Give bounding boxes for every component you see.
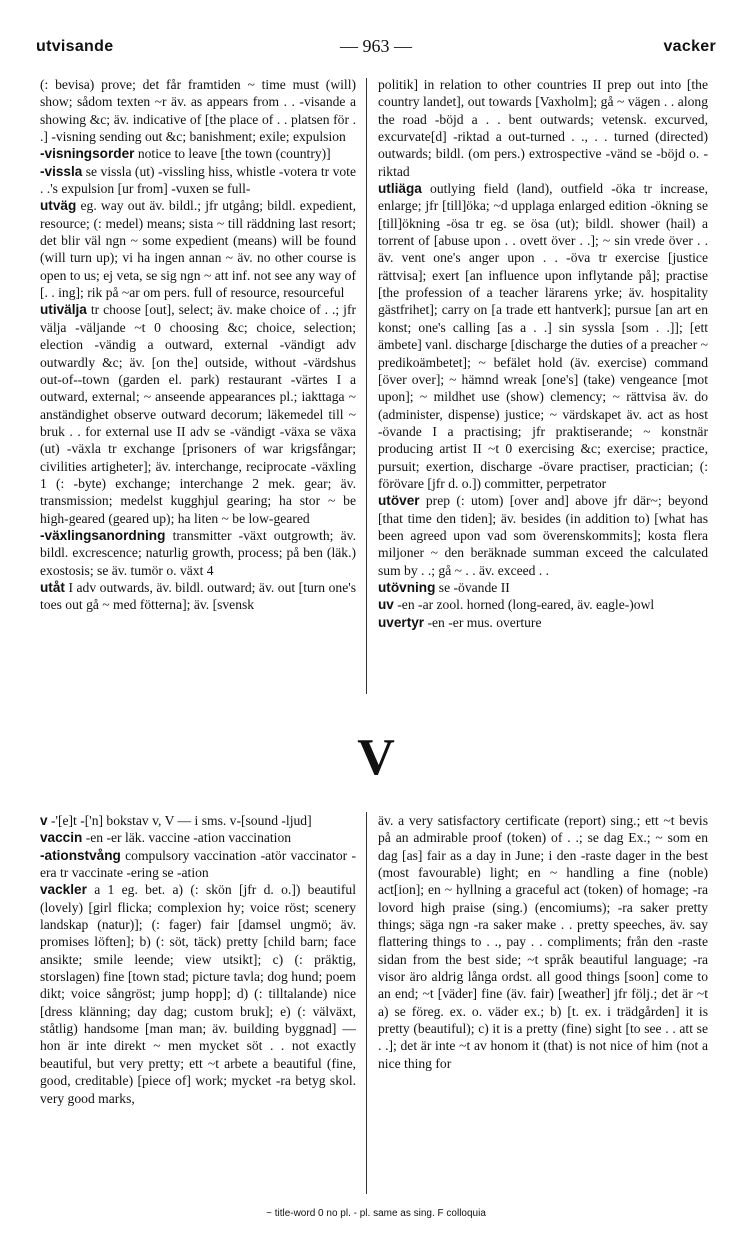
entry-headword: utväg bbox=[40, 198, 77, 214]
dictionary-entry bbox=[40, 301, 356, 526]
entry-headword: uv bbox=[378, 597, 394, 613]
entry-text: -en -er läk. vaccine -ation vaccination bbox=[85, 830, 292, 846]
dictionary-entry bbox=[40, 145, 356, 162]
dictionary-entry bbox=[40, 163, 356, 198]
dictionary-entry bbox=[40, 812, 356, 829]
entry-text: tr choose [out], select; äv. make choice of . .; jfr välja -väljande ~t 0 choosing &c; choice, selection; election -vändig a outward, external -vändigt adv outwardly &c; äv. [on the] outside, without -värdshus out-of--town (garden el. park) restaurant -värtes I a outward, external; ~ anseende appearances pl.; iakttaga ~ anständighet observe outward decorum; läkemedel till ~ bruk . . for external use II adv se -vändigt -växa se växa (ut) -växla tr exchange [prisoners of war krigsfångar; civilities artigheter]; äv. interchange, reciprocate -växling 1 (: -byte) exchange; interchange 2 mek. gear; äv. transmission; medelst kugghjul gearing; ha stor ~ be high-geared (geared up); ha liten ~ be low-geared bbox=[40, 302, 356, 526]
entry-headword: -ationstvång bbox=[40, 847, 121, 863]
entry-headword: utliäga bbox=[378, 181, 422, 197]
dictionary-entry bbox=[378, 614, 708, 631]
entry-headword: utöver bbox=[378, 493, 420, 509]
entry-headword: vackler bbox=[40, 882, 87, 898]
dictionary-entry bbox=[40, 76, 356, 145]
column-left-top bbox=[40, 76, 356, 696]
dictionary-entry bbox=[378, 596, 708, 613]
section-letter-heading: V bbox=[357, 729, 395, 786]
column-right-bottom bbox=[378, 812, 708, 1198]
dictionary-entry bbox=[40, 197, 356, 301]
page-header bbox=[36, 34, 716, 62]
dictionary-entry bbox=[40, 579, 356, 614]
dictionary-entry bbox=[378, 180, 708, 492]
entry-text: -'[e]t -['n] bokstav v, V — i sms. v-[sound -ljud] bbox=[50, 813, 312, 828]
dictionary-entry bbox=[40, 527, 356, 579]
column-divider-bottom bbox=[366, 812, 367, 1194]
entry-text: se -övande II bbox=[438, 579, 510, 595]
dictionary-entry bbox=[378, 812, 708, 1072]
entry-headword: -visningsorder bbox=[40, 146, 135, 162]
entry-headword: -växlingsanordning bbox=[40, 527, 166, 543]
column-left-bottom bbox=[40, 812, 356, 1198]
column-right-top bbox=[378, 76, 708, 696]
dictionary-entry bbox=[40, 847, 356, 882]
entry-text: eg. way out äv. bildl.; jfr utgång; bildl. expedient, resource; (: medel) means; sista ~ till räddning last resort; det blir väl ngn ~ some expedient (means) will be found (will turn up); vi ha ingen annan ~ äv. no other course is open to us; ej veta, se sig ngn ~ att inf. not see any way of [. . ing]; rik på ~ar om pers. full of resource, resourceful bbox=[40, 198, 356, 301]
header-left-guide-word: utvisande bbox=[36, 38, 114, 55]
dictionary-entry bbox=[40, 829, 356, 846]
dictionary-entry bbox=[378, 76, 708, 180]
entry-text: se vissla (ut) -vissling hiss, whistle -votera tr vote . .'s expulsion [ur from] -vuxen se full- bbox=[40, 163, 356, 197]
entry-headword: utiväljа bbox=[40, 302, 87, 318]
entry-text: I adv outwards, äv. bildl. outward; äv. out [turn one's toes out gå ~ med fötterna]; äv. [svensk bbox=[40, 579, 356, 613]
entry-headword: uvertyr bbox=[378, 614, 425, 630]
column-divider-top bbox=[366, 78, 367, 694]
entry-headword: v bbox=[40, 813, 48, 828]
page-footer-legend: ~ title-word 0 no pl. - pl. same as sing. F colloquia bbox=[266, 1208, 486, 1219]
entry-text: politik] in relation to other countries II prep out into [the country landet], out towards [Vaxholm]; gå ~ vägen . . along the road -böjd a . . bent outwards; vetensk. excurved, excurvate[d] -riktad a out-turned . ., . . turned (directed) outwards; bildl. (om pers.) extrospective -vänd se -böjd o. -riktad bbox=[378, 77, 708, 179]
dictionary-entry bbox=[378, 579, 708, 596]
entry-headword: utövning bbox=[378, 579, 436, 595]
entry-text: notice to leave [the town (country)] bbox=[137, 146, 331, 162]
entry-text: transmitter -växt outgrowth; äv. bildl. excrescence; naturlig growth, process; på ben (läk.) exostosis; se äv. tumör o. växt 4 bbox=[40, 527, 356, 578]
entry-text: prep (: utom) [over and] above jfr där~; beyond [that time den tiden]; äv. besides (in addition to) [what has been agreed upon vad som överenskommits]; kosta flera miljoner ~ den beräknade summan exceed the calculated sum by . .; gå ~ . . äv. exceed . . bbox=[378, 493, 708, 578]
entry-text: outlying field (land), outfield -öka tr increase, enlarge; jfr [till]öka; ~d upplaga enlarged edition -ökning se [till]ökning -ösa tr eg. se ösa (ut); bildl. shower (hail) a torrent of [abuse upon . . ovett över . .]; ~ sin vrede över . . äv. vent one's anger upon . . -öva tr exercise [justice rättvisa]; exert [an influence upon inflytande på]; practise [the profession of a teacher lärarens yrke; äv. hospitality gästfrihet]; carry on [a trade ett hantverk]; pursue [an art en konst; one's calling [as a . .] sin syssla [som . .]]; [ett ämbete] vanl. discharge [discharge the duties of a preacher ~ predikoämbetet]; ~ befälet hold (äv. exercise) command [över over]; ~ hämnd wreak [one's] (take) vengeance [mot upon]; ~ mildhet use (show) clemency; ~ rättvisa äv. do (administer, dispense) justice; ~ värdskapet äv. act as host -övande I a practising; jfr praktiserande; ~ konstnär producing artist II ~t 0 exercising &c; exercise; practice, pursuit; exertion, discharge -övare practiser, practician; (: förövare [jfr d. o.]) committer, perpetrator bbox=[378, 181, 708, 491]
entry-text: -en -ar zool. horned (long-eared, äv. eagle-)owl bbox=[397, 597, 655, 613]
entry-headword: -vissla bbox=[40, 163, 83, 179]
dictionary-entry bbox=[378, 492, 708, 579]
page-number: — 963 — bbox=[340, 36, 412, 56]
entry-text: -en -er mus. overture bbox=[427, 614, 542, 630]
entry-text: äv. a very satisfactory certificate (report) sing.; ett ~t bevis på an admirable proof (token) of . .; se dag Ex.; ~ som en dag [as] fair as a day in June; i den -raste dager in the best (most favourable) light; en ~ handling a fine (noble) act[ion]; en ~ hyllning a graceful act (token) of homage; -ra lovord high praise (sing.) (encomiums); -ra saker pretty things; säga ngn -ra saker make . . pretty speeches, äv. say flattering things to . ., pay . . compliments; från den -raste sidan from the best side; ~t språk beautiful language; -ra visor äro aldrig långa ordst. all good things [soon] come to an end; ~t [väder] fine (äv. fair) [weather] jfr följ.; det är ~t a) se föreg. ex. o. väder ex.; b) [t. ex. i trädgården] it is pretty (beautiful); c) it is a pretty (fine) sight [to see . . att se . .]; det är inte ~t av honom it (that) is not nice of him (not a nice thing for bbox=[378, 813, 708, 1071]
entry-headword: utåt bbox=[40, 579, 65, 595]
header-right-guide-word: vacker bbox=[663, 38, 716, 55]
entry-text: (: bevisa) prove; det får framtiden ~ time must (will) show; sådom texten ~r äv. as appears from . . -visande a showing &c; äv. indicative of [the place of . . platsen för . .] -visning sending out &c; banishment; exile; expulsion bbox=[40, 77, 356, 145]
dictionary-entry bbox=[40, 881, 356, 1106]
entry-text: compulsory vaccination -atör vaccinator -era tr vaccinate -ering se -ation bbox=[40, 847, 356, 881]
entry-headword: vaccin bbox=[40, 830, 83, 846]
entry-text: a 1 eg. bet. a) (: skön [jfr d. o.]) beautiful (lovely) [girl flicka; complexion hy; voice röst; scenery landskap (natur)]; (: fager) fair [damsel ungmö; äv. promises löften]; b) (: söt, täck) pretty [child barn; face ansikte; smile leende; view utsikt]; c) (: präktig, storslagen) fine [town stad; picture tavla; dog hund; poem dikt; voice sångröst; jump hopp]; d) (: tilltalande) nice [dress klänning; day dag; custom bruk]; e) (: välväxt, ståtlig) handsome [man man; äv. building byggnad] — hon är inte direkt ~ men mycket söt . . not exactly beautiful, but very pretty; ett ~t arbete a beautiful (fine, good, creditable) [piece of] work; mycket -ra betyg skol. very good marks, bbox=[40, 882, 356, 1106]
